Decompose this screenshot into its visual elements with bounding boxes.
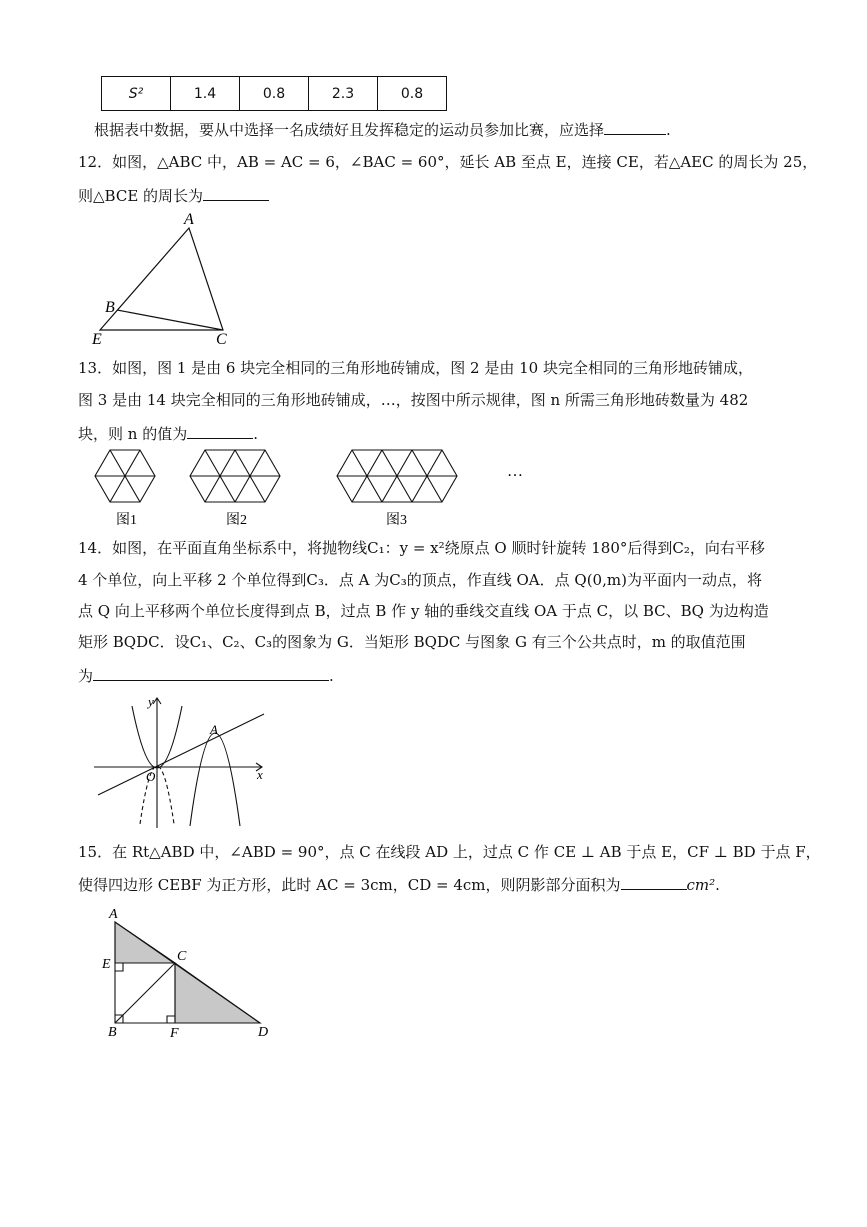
square-figure — [100, 902, 280, 1044]
triangle-figure — [88, 208, 248, 348]
answer-blank — [203, 184, 269, 201]
label-a: A — [184, 211, 194, 228]
q13-end: . — [253, 425, 258, 443]
label-y: y — [148, 694, 154, 709]
right-angle-e-icon — [115, 963, 123, 971]
table-header-cell: S² — [102, 77, 171, 111]
label-x: x — [257, 767, 263, 782]
label-o: O — [146, 769, 156, 784]
q13-line-3 — [78, 422, 258, 444]
q15-line-2 — [78, 873, 720, 895]
q15-prompt: 使得四边形 CEBF 为正方形，此时 AC = 3cm，CD = 4cm，则阴影部分面积为 — [78, 876, 621, 894]
right-angle-f-icon — [167, 1016, 175, 1023]
q13-line-1: 13．如图，图 1 是由 6 块完全相同的三角形地砖铺成，图 2 是由 10 块完全相同的三角形地砖铺成， — [78, 359, 753, 377]
fig-3-label: 图3 — [386, 513, 407, 528]
q11-text — [94, 118, 671, 140]
segment-bc — [117, 310, 223, 330]
q15-line-1: 15．在 Rt△ABD 中，∠ABD = 90°，点 C 在线段 AD 上，过点 C 作 CE ⊥ AB 于点 E，CF ⊥ BD 于点 F， — [78, 843, 821, 861]
fig-2-label: 图2 — [226, 513, 247, 528]
tile-patterns-figure — [90, 448, 540, 530]
ellipsis: … — [507, 463, 523, 480]
q14-end: . — [329, 667, 334, 685]
q12-line-1: 12．如图，△ABC 中，AB = AC = 6，∠BAC = 60°，延长 AB 至点 E，连接 CE，若△AEC 的周长为 25， — [78, 153, 818, 171]
q14-line-1: 14．如图，在平面直角坐标系中，将抛物线C₁：y = x²绕原点 O 顺时针旋转 180°后得到C₂，向右平移 — [78, 539, 765, 557]
label-c: C — [177, 949, 187, 964]
label-d: D — [258, 1025, 269, 1040]
tile-figure-3 — [337, 450, 457, 502]
label-c: C — [216, 331, 227, 348]
q12-prompt: 则△BCE 的周长为 — [78, 187, 204, 205]
answer-blank — [187, 422, 253, 439]
q14-line-4: 矩形 BQDC．设C₁、C₂、C₃的图象为 G．当矩形 BQDC 与图象 G 有三个公共点时，m 的取值范围 — [78, 633, 746, 651]
tile-figure-1 — [95, 450, 155, 502]
q11-body: 根据表中数据，要从中选择一名成绩好且发挥稳定的运动员参加比赛，应选择 — [94, 121, 605, 139]
label-e: E — [92, 331, 102, 348]
table-row — [102, 77, 447, 111]
variance-table — [101, 76, 447, 111]
diagonal-bc — [115, 963, 175, 1023]
q14-line-3: 点 Q 向上平移两个单位长度得到点 B，过点 B 作 y 轴的垂线交直线 OA 于点 C，以 BC、BQ 为边构造 — [78, 602, 769, 620]
q13-prompt: 块，则 n 的值为 — [78, 425, 188, 443]
label-b: B — [105, 299, 115, 316]
q11-end: . — [666, 121, 671, 139]
triangle-aec — [100, 228, 223, 330]
table-cell: 0.8 — [378, 77, 447, 111]
label-f: F — [170, 1026, 179, 1041]
tile-figure-2 — [190, 450, 280, 502]
table-cell: 2.3 — [309, 77, 378, 111]
label-a: A — [109, 907, 118, 922]
q14-line-2: 4 个单位，向上平移 2 个单位得到C₃．点 A 为C₃的顶点，作直线 OA．点 Q(0,m)为平面内一动点，将 — [78, 571, 762, 589]
q15-unit: cm² — [686, 876, 716, 894]
table-cell: 1.4 — [171, 77, 240, 111]
q14-prompt: 为 — [78, 667, 94, 685]
q15-end: . — [715, 876, 720, 894]
label-b: B — [108, 1025, 117, 1040]
q12-line-2 — [78, 184, 269, 206]
q14-line-5 — [78, 664, 334, 686]
label-e: E — [102, 957, 111, 972]
answer-blank — [604, 118, 666, 135]
line-oa — [98, 714, 264, 795]
q13-line-2: 图 3 是由 14 块完全相同的三角形地砖铺成，…，按图中所示规律，图 n 所需三角形地砖数量为 482 — [78, 391, 749, 409]
answer-blank — [621, 873, 687, 890]
table-cell: 0.8 — [240, 77, 309, 111]
label-a: A — [210, 722, 218, 737]
fig-1-label: 图1 — [116, 513, 137, 528]
parabola-graph — [90, 692, 280, 832]
answer-blank — [93, 664, 329, 681]
